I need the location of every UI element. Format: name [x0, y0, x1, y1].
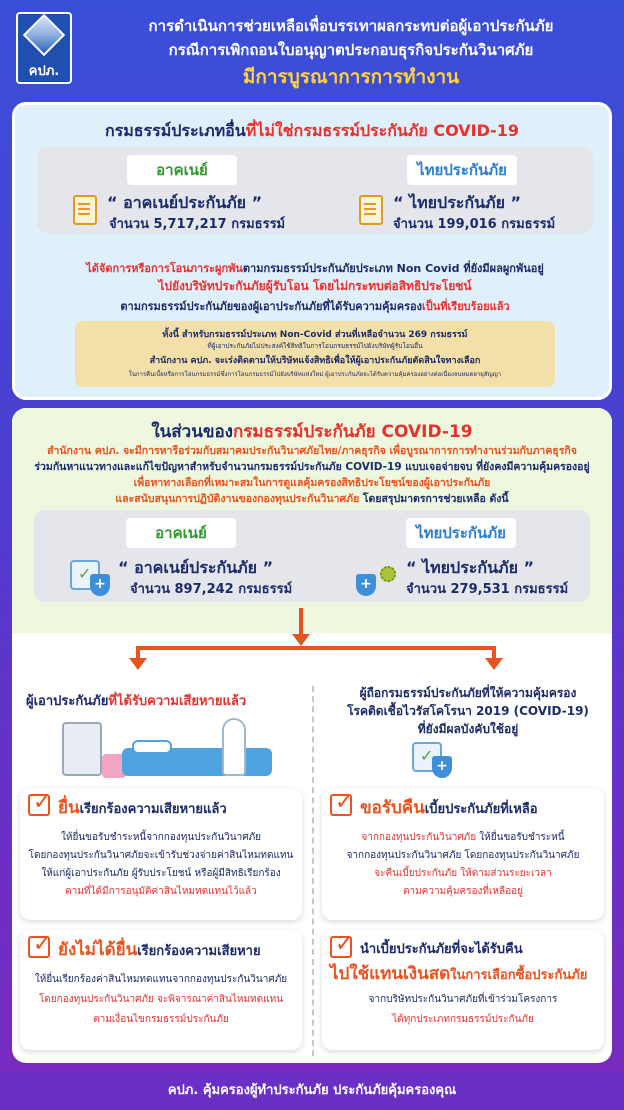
company-name: “ ไทยประกันภัย ” [393, 193, 522, 212]
thai-insurance-logo: ไทยประกันภัย [407, 155, 517, 185]
checkbox-icon [28, 794, 50, 816]
doctor-icon [222, 718, 246, 776]
shield-plus-icon: + [356, 574, 376, 596]
virus-icon [380, 566, 396, 582]
company-name: “ ไทยประกันภัย ” [406, 558, 535, 577]
card-line: จะคืนเบี้ยประกันภัย ให้ตามส่วนระยะเวลา [374, 868, 552, 879]
thai-insurance-logo: ไทยประกันภัย [406, 518, 516, 548]
monitor-icon [62, 722, 102, 776]
card-line: โดยกองทุนประกันวินาศภัย จะพิจารณาค่าสินไหมทดแทน [38, 994, 284, 1005]
note-line: ทั้งนี้ สำหรับกรมธรรม์ประเภท Non-Covid ส่วนที่เหลือจำนวน 269 กรมธรรม์ [162, 330, 468, 340]
card-line: ตามความคุ้มครองที่เหลืออยู่ [402, 886, 524, 897]
card-line: โดยกองทุนประกันวินาศภัยจะเข้ารับช่วงจ่ายค่าสินไหมทดแทน [28, 850, 294, 861]
shield-plus-icon: + [432, 756, 452, 778]
arrow-down-icon [485, 658, 503, 670]
hospital-illustration [32, 718, 292, 788]
arrow-down-icon [292, 634, 310, 646]
company-row [34, 510, 590, 602]
covid-text-4: และสนับสนุนการปฏิบัติงานของกองทุนประกันวินาศภัย โดยสรุปมาตรการช่วยเหลือ ดังนี้ [115, 493, 509, 505]
card-line: ให้แก่ผู้เอาประกันภัย ผู้รับประโยชน์ หรือผู้มีสิทธิเรียกร้อง [41, 868, 281, 879]
header-title-line1: การดำเนินการช่วยเหลือเพื่อบรรเทาผลกระทบต่อผู้เอาประกันภัย [148, 17, 554, 35]
transfer-text-1: ได้จัดการหรือการโอนภาระผูกพันตามกรมธรรม์ประกันภัยประเภท Non Covid ที่ยังมีผลผูกพันอยู่ [86, 262, 544, 275]
diamond-icon [23, 14, 65, 56]
policy-count: จำนวน 897,242 กรมธรรม์ [130, 582, 293, 597]
note-line: ที่ผู้เอาประกันภัยไม่ประสงค์ใช้สิทธิในการโอนกรมธรรม์ไปยังบริษัทผู้รับโอนอื่น [207, 342, 423, 350]
checkbox-icon [330, 936, 352, 958]
checkbox-icon [330, 794, 352, 816]
note-box [75, 321, 555, 387]
covid-text-1: สำนักงาน คปภ. จะมีการหารือร่วมกับสมาคมประกันวินาศภัยไทย/ภาคธุรกิจ เพื่อบูรณาการการทำงานร่วมกับภาคธุรกิจ [47, 445, 577, 457]
card-title: นำเบี้ยประกันภัยที่จะได้รับคืน [360, 942, 523, 957]
section2-title: ในส่วนของกรมธรรม์ประกันภัย COVID-19 [151, 422, 473, 442]
card-line: ให้ยื่นขอรับชำระหนี้จากกองทุนประกันวินาศภัย [60, 832, 262, 843]
transfer-text-3: ตามกรมธรรม์ประกันภัยของผู้เอาประกันภัยที่ได้รับความคุ้มครองเป็นที่เรียบร้อยแล้ว [120, 300, 510, 313]
column-divider [312, 686, 314, 1056]
shield-plus-icon: + [90, 574, 110, 596]
refund-premium-card [322, 788, 604, 920]
card-line: จากบริษัทประกันวินาศภัยที่เข้าร่วมโครงการ [368, 994, 558, 1005]
policy-count: จำนวน 5,717,217 กรมธรรม์ [109, 217, 286, 232]
right-column-title-3: ที่ยังมีผลบังคับใช้อยู่ [417, 722, 519, 736]
document-icon [73, 195, 97, 225]
arrow-down-icon [129, 658, 147, 670]
flow-line [136, 646, 496, 650]
logo-text: คปภ. [28, 64, 60, 79]
section1-title: กรมธรรม์ประเภทอื่นที่ไม่ใช่กรมธรรม์ประกันภัย COVID-19 [104, 121, 520, 140]
header [0, 0, 624, 100]
southeast-logo: อาคเนย์ [127, 155, 237, 185]
company-name: “ อาคเนย์ประกันภัย ” [118, 558, 274, 577]
policy-count: จำนวน 199,016 กรมธรรม์ [393, 217, 556, 232]
card-line: จากกองทุนประกันวินาศภัย โดยกองทุนประกันวินาศภัย [346, 850, 580, 861]
company-name: “ อาคเนย์ประกันภัย ” [107, 193, 263, 212]
pillow-icon [132, 740, 172, 754]
right-column-title-2: โรคติดเชื้อไวรัสโคโรนา 2019 (COVID-19) [347, 704, 589, 718]
card-line: ให้ยื่นเรียกร้องค่าสินไหมทดแทนจากกองทุนประกันวินาศภัย [34, 974, 288, 985]
claim-not-filed-card [20, 930, 302, 1050]
header-title-line2: กรณีการเพิกถอนใบอนุญาตประกอบธุรกิจประกันวินาศภัย [168, 41, 534, 59]
transfer-text-2: ไปยังบริษัทประกันภัยผู้รับโอน โดยไม่กระทบต่อสิทธิประโยชน์ [158, 279, 472, 293]
card-title-2: ไปใช้แทนเงินสดในการเลือกซื้อประกันภัย [330, 964, 588, 984]
non-covid-panel [12, 102, 612, 400]
right-column-title-1: ผู้ถือกรมธรรม์ประกันภัยที่ให้ความคุ้มครอง [359, 686, 577, 700]
card-title: ขอรับคืนเบี้ยประกันภัยที่เหลือ [360, 798, 538, 818]
checkbox-icon [28, 936, 50, 958]
card-line: ตามเงื่อนไขกรมธรรม์ประกันภัย [93, 1014, 229, 1025]
covid-text-3: เพื่อหาทางเลือกที่เหมาะสมในการดูแลคุ้มครองสิทธิประโยชน์ของผู้เอาประกันภัย [133, 477, 491, 489]
card-line: จากกองทุนประกันวินาศภัย ให้ยื่นขอรับชำระหนี้ [361, 832, 565, 843]
left-column-title: ผู้เอาประกันภัยที่ได้รับความเสียหายแล้ว [26, 694, 247, 709]
card-line: ตามที่ได้มีการอนุมัติค่าสินไหมทดแทนไว้แล้ว [65, 886, 257, 897]
header-subtitle: มีการบูรณาการการทำงาน [242, 66, 460, 88]
claim-filed-card [20, 788, 302, 920]
covid-panel [12, 408, 612, 1063]
note-line: สำนักงาน คปภ. จะเร่งติดตามให้บริษัทแจ้งสิทธิเพื่อให้ผู้เอาประกันภัยตัดสินใจทางเลือก [149, 356, 481, 366]
footer: คปภ. คุ้มครองผู้ทำประกันภัย ประกันภัยคุ้มครองคุณ [0, 1072, 624, 1110]
company-row [37, 147, 593, 233]
covid-text-2: ร่วมกันหาแนวทางและแก้ไขปัญหาสำหรับจำนวนกรมธรรม์ประกันภัย COVID-19 แบบเจอจ่ายจบ ที่ยังคงมีความคุ้มครองอยู่ [34, 461, 590, 473]
card-title: ยื่นเรียกร้องความเสียหายแล้ว [58, 798, 227, 818]
policy-count: จำนวน 279,531 กรมธรรม์ [406, 582, 569, 597]
use-premium-card [322, 930, 604, 1050]
oic-logo [16, 12, 72, 84]
document-icon [359, 195, 383, 225]
note-line: ในการคืนเบี้ยหรือการโอนกรมธรรม์ซึ่งการโอนกรมธรรม์ไปยังบริษัทแห่งใหม่ ผู้เอาประกันภัยจะได้รับความคุ้มครองอย่างต่อเนื่องจนหมดอายุสัญญา [128, 371, 502, 378]
card-line: ได้ทุกประเภทกรมธรรม์ประกันภัย [392, 1014, 534, 1025]
southeast-logo: อาคเนย์ [126, 518, 236, 548]
card-title: ยังไม่ได้ยื่นเรียกร้องความเสียหาย [58, 940, 261, 960]
